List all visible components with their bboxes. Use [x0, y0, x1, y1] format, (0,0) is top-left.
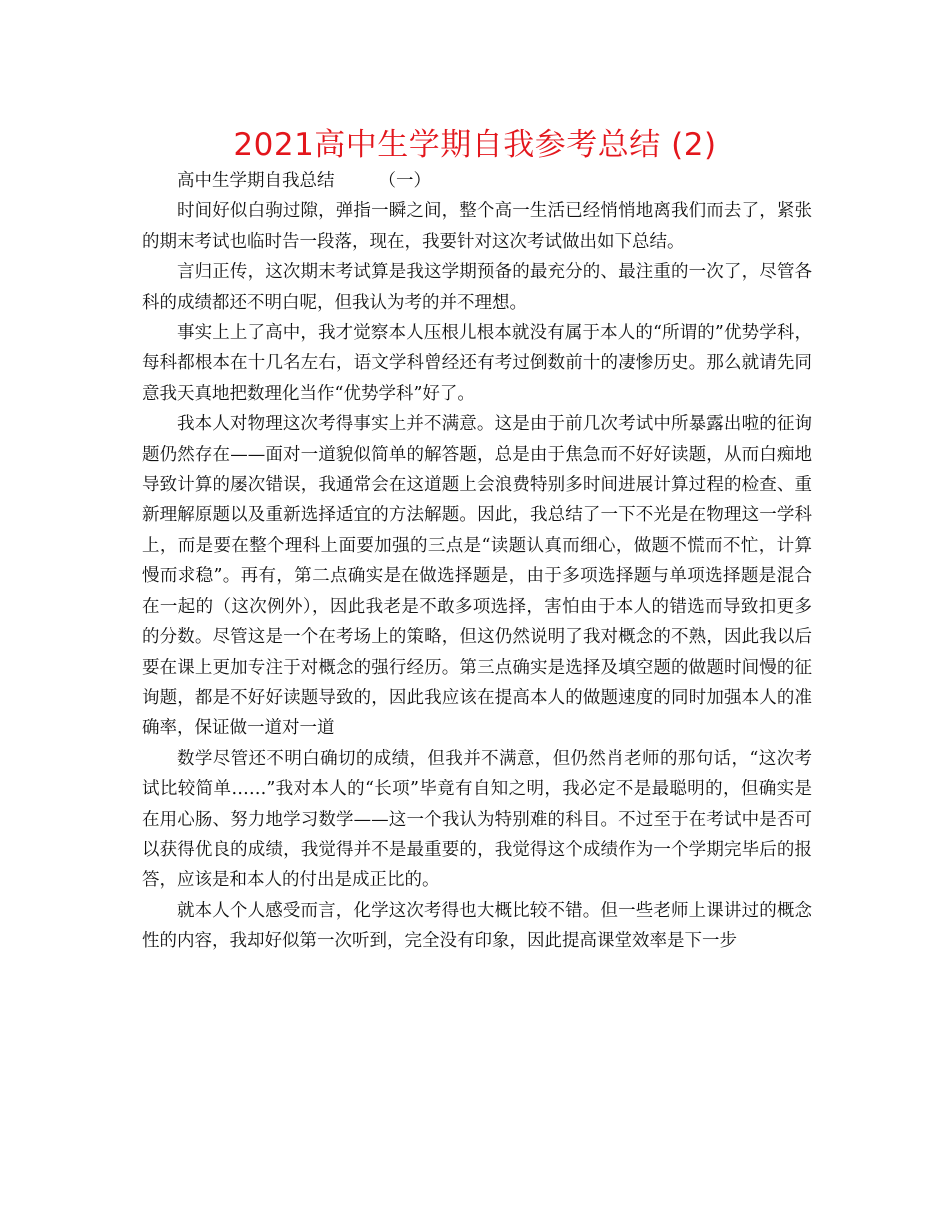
paragraph-5: 数学尽管还不明白确切的成绩，但我并不满意，但仍然肖老师的那句话，“这次考试比较简单……”我对本人的“长项”毕竟有自知之明，我必定不是最聪明的，但确实是在用心肠、努力地学习数学——这一个我认为特别难的科目。不过至于在考试中是否可以获得优良的成绩，我觉得并不是最重要的，我觉得这个成绩作为一个学期完毕后的报答，应该是和本人的付出是成正比的。 — [142, 748, 812, 891]
paragraph-4: 我本人对物理这次考得事实上并不满意。这是由于前几次考试中所暴露出啦的征询题仍然存在——面对一道貌似简单的解答题，总是由于焦急而不好好读题，从而白痴地导致计算的屡次错误，我通常会在这道题上会浪费特别多时间进展计算过程的检查、重新理解原题以及重新选择适宜的方法解题。因此，我总结了一下不光是在物理这一学科上，而是要在整个理科上面要加强的三点是“读题认真而细心，做题不慌而不忙，计算慢而求稳”。再有，第二点确实是在做选择题是，由于多项选择题与单项选择题是混合在一起的（这次例外），因此我老是不敢多项选择，害怕由于本人的错选而导致扣更多的分数。尽管这是一个在考场上的策略，但这仍然说明了我对概念的不熟，因此我以后要在课上更加专注于对概念的强行经历。第三点确实是选择及填空题的做题时间慢的征询题，都是不好好读题导致的，因此我应该在提高本人的做题速度的同时加强本人的准确率，保证做一道对一道 — [142, 414, 812, 739]
paragraph-3: 事实上上了高中，我才觉察本人压根儿根本就没有属于本人的“所谓的”优势学科，每科都根本在十几名左右，语文学科曾经还有考过倒数前十的凄惨历史。那么就请先同意我天真地把数理化当作“优势学科”好了。 — [142, 323, 812, 404]
section-subheading — [142, 166, 812, 196]
subheading-text: 高中生学期自我总结 — [177, 171, 335, 191]
paragraph-2: 言归正传，这次期末考试算是我这学期预备的最充分的、最注重的一次了，尽管各科的成绩都还不明白呢，但我认为考的并不理想。 — [142, 262, 812, 313]
paragraph-6: 就本人个人感受而言，化学这次考得也大概比较不错。但一些老师上课讲过的概念性的内容，我却好似第一次听到，完全没有印象，因此提高课堂效率是下一步 — [142, 900, 812, 952]
paragraph-1: 时间好似白驹过隙，弹指一瞬之间，整个高一生活已经悄悄地离我们而去了，紧张的期末考试也临时告一段落，现在，我要针对这次考试做出如下总结。 — [142, 201, 812, 252]
document-title: 2021高中生学期自我参考总结 (2) — [233, 127, 717, 163]
subheading-marker: （一） — [378, 171, 431, 191]
document-body — [142, 166, 812, 957]
